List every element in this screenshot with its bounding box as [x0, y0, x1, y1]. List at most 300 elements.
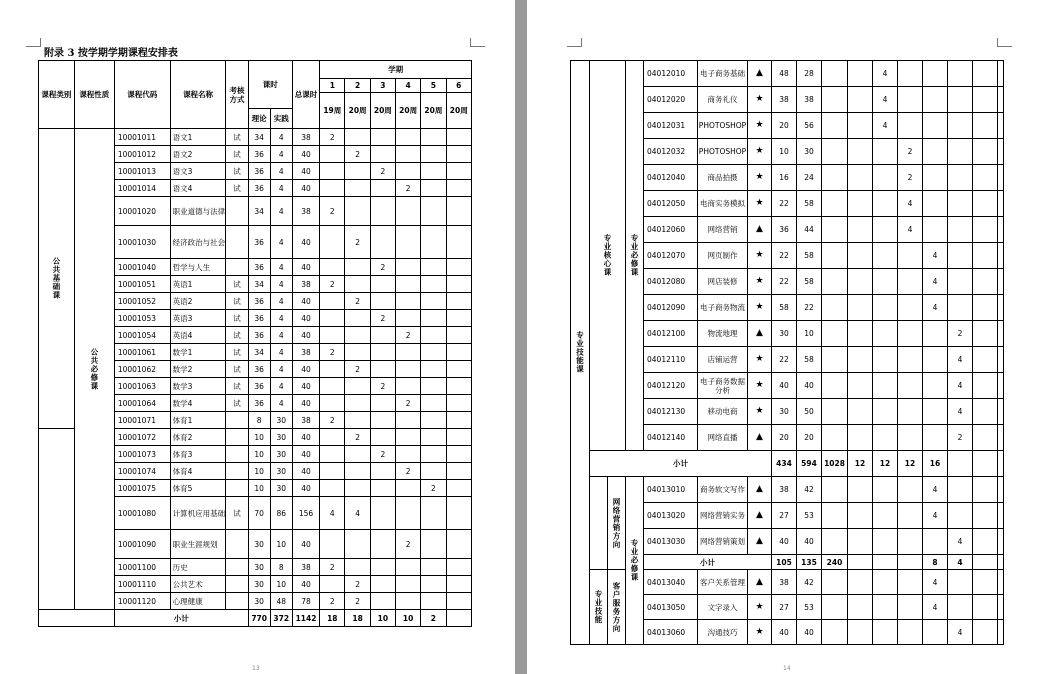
course-type-mark: ▲	[748, 61, 772, 87]
practice-hours: 24	[797, 165, 822, 191]
semester-hours	[395, 259, 420, 276]
semester-hours	[446, 293, 471, 310]
subtotal-s3: 12	[898, 451, 923, 477]
semester-hours	[395, 146, 420, 163]
extra-col	[998, 113, 1004, 139]
total-hours: 40	[292, 293, 319, 310]
category-label: 专业技能课	[571, 61, 590, 645]
crop-mark	[26, 38, 41, 47]
extra-col	[998, 425, 1004, 451]
semester-hours	[446, 480, 471, 497]
semester-hours: 2	[948, 425, 973, 451]
course-name: 英语2	[170, 293, 226, 310]
course-code: 10001071	[114, 412, 170, 429]
semester-hours	[948, 139, 973, 165]
direction-b-label: 客户服务方向	[608, 570, 626, 645]
semester-hours	[848, 269, 873, 295]
subtotal-total: 240	[822, 555, 848, 570]
semester-hours	[898, 595, 923, 620]
semester-hours: 4	[948, 529, 973, 555]
semester-hours	[320, 446, 345, 463]
semester-hours	[848, 373, 873, 399]
semester-hours	[421, 559, 446, 576]
course-code: 10001052	[114, 293, 170, 310]
header-total: 总课时	[292, 61, 319, 129]
semester-hours	[345, 344, 370, 361]
table-row	[571, 451, 1004, 477]
theory-hours: 36	[772, 217, 797, 243]
practice-hours: 4	[270, 276, 292, 293]
course-name: 网络营销实务	[698, 503, 748, 529]
semester-hours	[973, 61, 998, 87]
exam-method: 试	[226, 293, 248, 310]
practice-hours: 28	[797, 61, 822, 87]
semester-hours	[973, 269, 998, 295]
semester-hours	[873, 139, 898, 165]
header-sem-num: 2	[345, 79, 370, 93]
total-hours: 40	[292, 361, 319, 378]
semester-hours: 4	[923, 595, 948, 620]
semester-hours	[898, 113, 923, 139]
practice-hours: 20	[797, 425, 822, 451]
direction-nature: 专业必修课	[626, 477, 644, 645]
theory-hours: 10	[772, 139, 797, 165]
theory-hours: 40	[772, 620, 797, 645]
practice-hours: 4	[270, 293, 292, 310]
practice-hours: 42	[797, 570, 822, 595]
semester-hours	[320, 146, 345, 163]
semester-hours	[873, 217, 898, 243]
exam-method	[226, 446, 248, 463]
semester-hours: 2	[345, 593, 370, 610]
total-hours: 78	[292, 593, 319, 610]
exam-method	[226, 412, 248, 429]
practice-hours: 30	[270, 412, 292, 429]
course-code: 10001100	[114, 559, 170, 576]
semester-hours	[973, 139, 998, 165]
semester-hours	[446, 559, 471, 576]
total-hours: 40	[292, 378, 319, 395]
total-hours: 38	[292, 129, 319, 146]
semester-hours: 2	[320, 129, 345, 146]
semester-hours	[446, 344, 471, 361]
semester-hours	[923, 139, 948, 165]
extra-col	[998, 373, 1004, 399]
semester-hours: 4	[948, 347, 973, 373]
semester-hours	[320, 463, 345, 480]
practice-hours: 4	[270, 129, 292, 146]
practice-hours: 30	[270, 446, 292, 463]
semester-hours	[873, 191, 898, 217]
course-code: 04013040	[644, 570, 698, 595]
course-name: 语文4	[170, 180, 226, 197]
course-code: 10001012	[114, 146, 170, 163]
category-label: 公共基础课	[39, 129, 75, 429]
theory-hours: 20	[772, 113, 797, 139]
practice-hours: 4	[270, 163, 292, 180]
exam-method	[226, 480, 248, 497]
semester-hours: 2	[370, 446, 395, 463]
practice-hours: 4	[270, 395, 292, 412]
semester-hours: 4	[898, 217, 923, 243]
semester-hours	[446, 327, 471, 344]
course-name: 网络营销	[698, 217, 748, 243]
theory-hours: 36	[248, 395, 270, 412]
course-code: 04012130	[644, 399, 698, 425]
practice-hours: 4	[270, 378, 292, 395]
practice-hours: 4	[270, 146, 292, 163]
semester-hours	[923, 399, 948, 425]
course-name: 数学1	[170, 344, 226, 361]
theory-hours: 30	[248, 593, 270, 610]
practice-hours: 10	[270, 576, 292, 593]
semester-hours	[898, 570, 923, 595]
course-name: 经济政治与社会	[170, 226, 226, 259]
course-name: 沟通技巧	[698, 620, 748, 645]
theory-hours: 30	[248, 530, 270, 559]
total-hours	[822, 113, 848, 139]
semester-hours: 2	[395, 180, 420, 197]
semester-hours	[948, 269, 973, 295]
schedule-table-right	[570, 60, 1004, 645]
semester-hours	[395, 497, 420, 530]
semester-hours: 2	[395, 395, 420, 412]
total-hours: 38	[292, 197, 319, 226]
course-name: 数学2	[170, 361, 226, 378]
extra-col	[998, 243, 1004, 269]
semester-hours	[421, 163, 446, 180]
header-nature: 课程性质	[74, 61, 114, 129]
semester-hours	[421, 446, 446, 463]
course-type-mark: ★	[748, 243, 772, 269]
course-name: 网店装修	[698, 269, 748, 295]
semester-hours	[848, 347, 873, 373]
total-hours: 40	[292, 327, 319, 344]
subtotal-s4: 8	[923, 555, 948, 570]
course-name: 数学4	[170, 395, 226, 412]
theory-hours: 38	[772, 570, 797, 595]
semester-hours	[421, 530, 446, 559]
course-code: 04013020	[644, 503, 698, 529]
course-name: PHOTOSHOP	[698, 113, 748, 139]
semester-hours: 2	[370, 259, 395, 276]
total-hours: 40	[292, 259, 319, 276]
semester-hours	[898, 87, 923, 113]
semester-hours	[848, 113, 873, 139]
crop-mark	[567, 38, 582, 47]
course-code: 10001062	[114, 361, 170, 378]
theory-hours: 22	[772, 269, 797, 295]
course-code: 10001014	[114, 180, 170, 197]
course-name: 职业道德与法律	[170, 197, 226, 226]
semester-hours	[370, 429, 395, 446]
course-code: 10001030	[114, 226, 170, 259]
practice-hours: 4	[270, 344, 292, 361]
header-practice: 实践	[270, 109, 292, 129]
semester-hours	[873, 321, 898, 347]
semester-hours	[873, 620, 898, 645]
subtotal-theory: 105	[772, 555, 797, 570]
semester-hours	[873, 295, 898, 321]
semester-hours	[848, 477, 873, 503]
semester-hours	[370, 480, 395, 497]
semester-hours	[848, 165, 873, 191]
theory-hours: 36	[248, 361, 270, 378]
semester-hours	[923, 620, 948, 645]
subtotal-s3: 10	[370, 610, 395, 627]
semester-hours	[421, 259, 446, 276]
total-hours	[822, 243, 848, 269]
semester-hours	[873, 399, 898, 425]
semester-hours	[370, 361, 395, 378]
extra-col	[998, 295, 1004, 321]
course-code: 04012020	[644, 87, 698, 113]
total-hours	[822, 595, 848, 620]
course-name: 商务软文写作	[698, 477, 748, 503]
course-code: 04013010	[644, 477, 698, 503]
exam-method: 试	[226, 276, 248, 293]
subtotal-s3	[898, 555, 923, 570]
semester-hours	[446, 530, 471, 559]
semester-hours	[421, 276, 446, 293]
practice-hours: 8	[270, 559, 292, 576]
exam-method	[226, 429, 248, 446]
theory-hours: 10	[248, 446, 270, 463]
semester-hours	[446, 446, 471, 463]
total-hours: 40	[292, 480, 319, 497]
semester-hours	[395, 276, 420, 293]
theory-hours: 27	[772, 503, 797, 529]
total-hours	[822, 399, 848, 425]
semester-hours	[320, 429, 345, 446]
exam-method: 试	[226, 146, 248, 163]
semester-hours	[446, 276, 471, 293]
total-hours: 40	[292, 310, 319, 327]
semester-hours	[370, 129, 395, 146]
extra-col	[998, 61, 1004, 87]
semester-hours	[320, 395, 345, 412]
semester-hours	[848, 399, 873, 425]
semester-hours: 2	[320, 412, 345, 429]
semester-hours: 2	[370, 378, 395, 395]
exam-method: 试	[226, 378, 248, 395]
semester-hours	[370, 226, 395, 259]
course-type-mark: ▲	[748, 503, 772, 529]
semester-hours	[370, 576, 395, 593]
semester-hours	[973, 165, 998, 191]
subtotal-s2: 12	[873, 451, 898, 477]
course-code: 10001074	[114, 463, 170, 480]
semester-hours	[873, 570, 898, 595]
semester-hours	[320, 163, 345, 180]
semester-hours	[973, 321, 998, 347]
course-type-mark: ▲	[748, 477, 772, 503]
extra-col	[998, 570, 1004, 595]
subtotal-s6	[973, 451, 998, 477]
semester-hours	[320, 361, 345, 378]
semester-hours	[973, 87, 998, 113]
practice-hours: 4	[270, 327, 292, 344]
total-hours: 40	[292, 446, 319, 463]
direction-a-label: 网络营销方向	[608, 477, 626, 570]
semester-hours	[370, 197, 395, 226]
header-sem-weeks: 19周	[320, 93, 345, 129]
semester-hours: 2	[320, 593, 345, 610]
theory-hours: 36	[248, 310, 270, 327]
semester-hours	[395, 446, 420, 463]
subtotal-total: 1142	[292, 610, 319, 627]
course-type-mark: ★	[748, 373, 772, 399]
practice-hours: 30	[797, 139, 822, 165]
semester-hours	[395, 129, 420, 146]
semester-hours	[898, 620, 923, 645]
semester-hours	[973, 191, 998, 217]
semester-hours	[973, 477, 998, 503]
course-code: 04012031	[644, 113, 698, 139]
course-name: 计算机应用基础	[170, 497, 226, 530]
semester-hours	[345, 259, 370, 276]
semester-hours	[898, 243, 923, 269]
semester-hours	[948, 243, 973, 269]
extra-col	[998, 451, 1004, 477]
extra-col	[998, 321, 1004, 347]
page-gutter	[515, 0, 527, 674]
header-sem-weeks: 20周	[395, 93, 420, 129]
skill-blank	[590, 477, 608, 570]
total-hours	[822, 347, 848, 373]
practice-hours: 10	[270, 530, 292, 559]
semester-hours: 2	[320, 559, 345, 576]
total-hours: 40	[292, 530, 319, 559]
exam-method	[226, 463, 248, 480]
semester-hours	[948, 61, 973, 87]
total-hours: 38	[292, 344, 319, 361]
semester-hours	[848, 529, 873, 555]
course-name: 电子商务物流	[698, 295, 748, 321]
theory-hours: 48	[772, 61, 797, 87]
semester-hours	[320, 576, 345, 593]
total-hours: 40	[292, 429, 319, 446]
semester-hours: 2	[345, 226, 370, 259]
course-code: 04012032	[644, 139, 698, 165]
exam-method: 试	[226, 163, 248, 180]
semester-hours	[446, 378, 471, 395]
course-code: 04012070	[644, 243, 698, 269]
semester-hours	[446, 226, 471, 259]
semester-hours	[395, 429, 420, 446]
semester-hours	[873, 529, 898, 555]
core-nature: 专业必修课	[626, 61, 644, 451]
semester-hours: 4	[320, 497, 345, 530]
semester-hours	[320, 530, 345, 559]
theory-hours: 38	[772, 477, 797, 503]
semester-hours	[345, 129, 370, 146]
course-code: 04013030	[644, 529, 698, 555]
practice-hours: 4	[270, 361, 292, 378]
practice-hours: 22	[797, 295, 822, 321]
theory-hours: 70	[248, 497, 270, 530]
semester-hours	[898, 269, 923, 295]
theory-hours: 40	[772, 529, 797, 555]
header-sem-num: 5	[421, 79, 446, 93]
course-name: 语文2	[170, 146, 226, 163]
course-code: 10001080	[114, 497, 170, 530]
semester-hours: 2	[345, 146, 370, 163]
subtotal-practice: 372	[270, 610, 292, 627]
extra-col	[998, 165, 1004, 191]
semester-hours	[973, 295, 998, 321]
exam-method: 试	[226, 180, 248, 197]
practice-hours: 56	[797, 113, 822, 139]
header-exam: 考核方式	[226, 61, 248, 129]
semester-hours	[848, 295, 873, 321]
semester-hours	[395, 293, 420, 310]
course-code: 10001054	[114, 327, 170, 344]
total-hours	[822, 217, 848, 243]
semester-hours: 2	[370, 163, 395, 180]
exam-method: 试	[226, 395, 248, 412]
subtotal-practice: 135	[797, 555, 822, 570]
course-name: 电子商务数据分析	[698, 373, 748, 399]
semester-hours	[446, 129, 471, 146]
semester-hours	[923, 529, 948, 555]
semester-hours: 4	[873, 61, 898, 87]
semester-hours	[395, 197, 420, 226]
course-type-mark: ★	[748, 295, 772, 321]
semester-hours: 2	[395, 530, 420, 559]
table-row	[39, 610, 472, 627]
semester-hours: 4	[923, 295, 948, 321]
course-name: 英语3	[170, 310, 226, 327]
course-name: 体育5	[170, 480, 226, 497]
semester-hours	[948, 477, 973, 503]
theory-hours: 30	[248, 559, 270, 576]
semester-hours	[446, 310, 471, 327]
course-name: 文字录入	[698, 595, 748, 620]
semester-hours	[973, 373, 998, 399]
theory-hours: 10	[248, 463, 270, 480]
semester-hours	[446, 463, 471, 480]
semester-hours	[421, 197, 446, 226]
exam-method: 试	[226, 327, 248, 344]
subtotal-label: 小计	[590, 451, 772, 477]
practice-hours: 53	[797, 595, 822, 620]
course-type-mark: ▲	[748, 529, 772, 555]
course-code: 10001011	[114, 129, 170, 146]
semester-hours	[395, 576, 420, 593]
course-name: 网页制作	[698, 243, 748, 269]
practice-hours: 58	[797, 347, 822, 373]
theory-hours: 58	[772, 295, 797, 321]
semester-hours	[395, 361, 420, 378]
extra-col	[998, 595, 1004, 620]
semester-hours	[873, 373, 898, 399]
total-hours: 40	[292, 226, 319, 259]
course-code: 10001061	[114, 344, 170, 361]
subtotal-s2: 18	[345, 610, 370, 627]
semester-hours: 2	[395, 463, 420, 480]
header-sem-num: 4	[395, 79, 420, 93]
course-name: 心理健康	[170, 593, 226, 610]
table-row	[571, 61, 1004, 87]
semester-hours	[923, 347, 948, 373]
theory-hours: 34	[248, 344, 270, 361]
semester-hours	[898, 347, 923, 373]
semester-hours	[345, 395, 370, 412]
course-code: 10001072	[114, 429, 170, 446]
course-name: PHOTOSHOP	[698, 139, 748, 165]
theory-hours: 34	[248, 197, 270, 226]
